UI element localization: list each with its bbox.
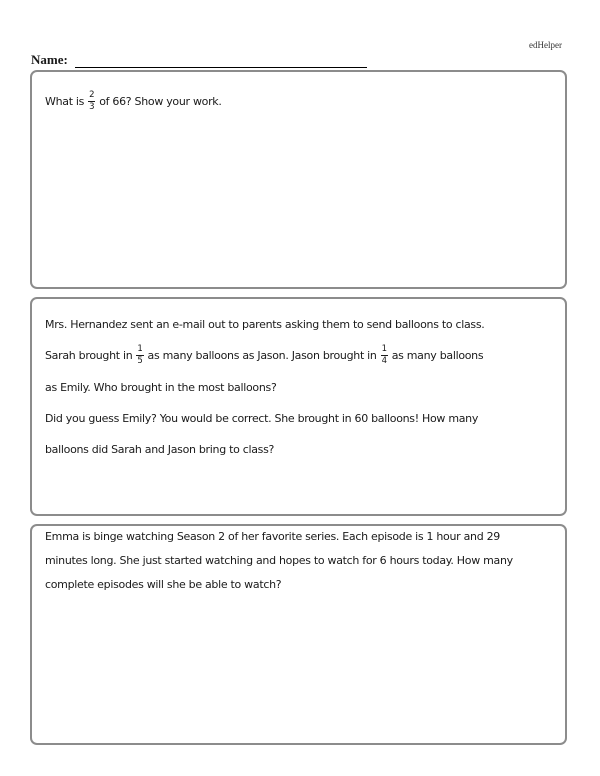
problem-3-line-3: complete episodes will she be able to watch? <box>45 578 282 591</box>
problem-2-line-2-a: Sarah brought in <box>45 348 133 362</box>
fraction-denominator: 3 <box>89 101 95 112</box>
problem-2-line-2 <box>45 345 483 365</box>
fraction-one-fourth <box>381 345 388 365</box>
problem-1-text-post: of 66? Show your work. <box>99 94 222 108</box>
problem-2-line-2-b: as many balloons as Jason. Jason brought in <box>147 348 377 362</box>
name-label: Name: <box>31 52 68 67</box>
fraction-one-fifth <box>136 345 143 365</box>
problem-2-line-1: Mrs. Hernandez sent an e-mail out to parents asking them to send balloons to class. <box>45 318 485 331</box>
name-field <box>31 52 367 68</box>
problem-3-line-2: minutes long. She just started watching and hopes to watch for 6 hours today. How many <box>45 554 513 567</box>
fraction-numerator: 2 <box>89 90 95 100</box>
problem-2-line-4: Did you guess Emily? You would be correct. She brought in 60 balloons! How many <box>45 412 479 425</box>
name-line[interactable] <box>75 55 367 68</box>
problem-1-text-pre: What is <box>45 94 85 108</box>
fraction-denominator: 5 <box>137 355 143 366</box>
problem-3-line-1: Emma is binge watching Season 2 of her favorite series. Each episode is 1 hour and 29 <box>45 530 500 543</box>
fraction-numerator: 1 <box>381 344 387 354</box>
problem-2-line-5: balloons did Sarah and Jason bring to class? <box>45 443 275 456</box>
problem-2-line-2-c: as many balloons <box>391 348 484 362</box>
problem-2-box <box>30 297 567 516</box>
problem-2-line-3: as Emily. Who brought in the most balloons? <box>45 381 277 394</box>
problem-3-box <box>30 524 567 745</box>
fraction-two-thirds <box>88 91 95 111</box>
problem-1-box <box>30 70 567 289</box>
brand-label: edHelper <box>529 40 562 50</box>
problem-1-question <box>45 91 222 111</box>
fraction-denominator: 4 <box>381 355 387 366</box>
fraction-numerator: 1 <box>137 344 143 354</box>
